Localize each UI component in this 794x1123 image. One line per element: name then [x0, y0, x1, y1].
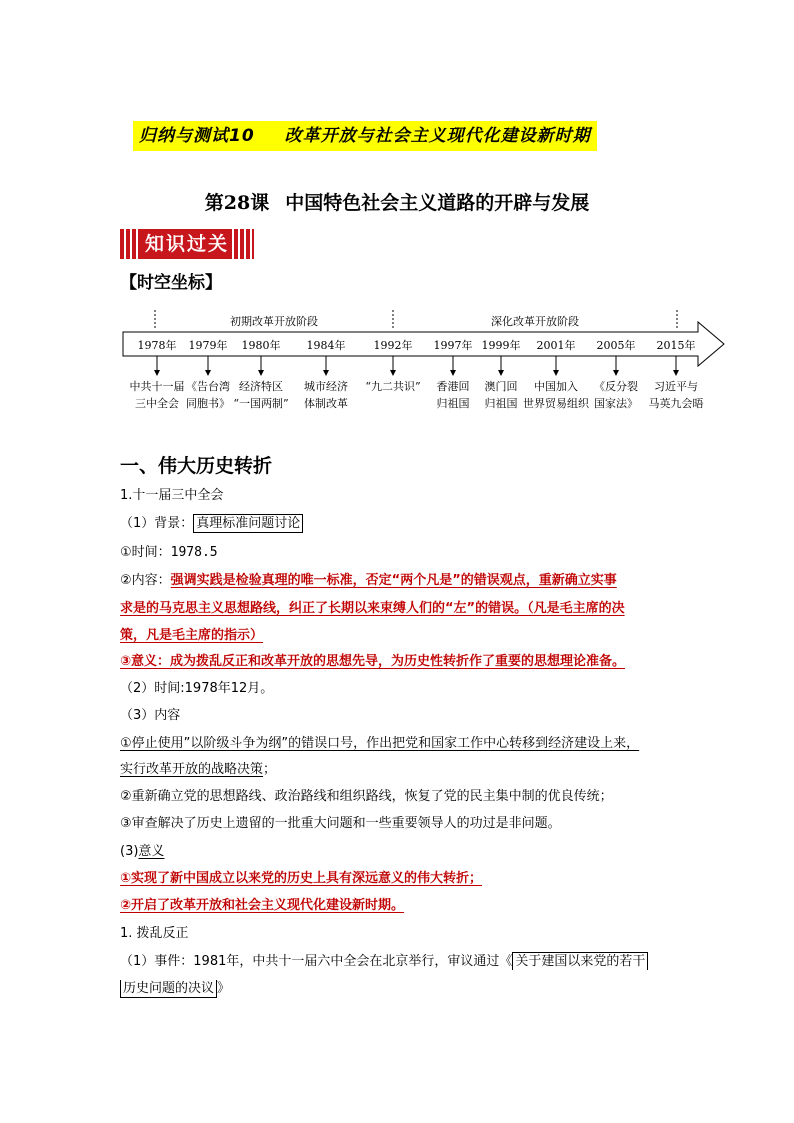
timeline-year: 1980年 — [241, 339, 281, 352]
timeline-tick-arrow — [323, 370, 329, 376]
event-text: （1）事件：1981年，中共十一届六中全会在北京举行，审议通过《 — [120, 954, 513, 969]
timeline — [120, 298, 730, 418]
knowledge-banner — [120, 229, 254, 259]
content-line-2: 求是的马克思主义思想路线，纠正了长期以来束缚人们的“左”的错误。（凡是毛主席的决 — [120, 601, 625, 616]
content3-item1a: ①停止使用”以阶级斗争为纲”的错误口号，作出把党和国家工作中心转移到经济建设上来， — [120, 736, 640, 751]
event-line-2 — [120, 979, 230, 999]
meaning-label: ③意义： — [120, 654, 171, 669]
timeline-event: 归祖国 — [484, 397, 518, 410]
time2-line: （2）时间:1978年12月。 — [120, 681, 274, 696]
timeline-tick-arrow — [258, 370, 264, 376]
timeline-year: 1999年 — [481, 339, 521, 352]
timeline-tick-arrow — [390, 370, 396, 376]
background-line — [120, 514, 303, 534]
timeline-event: 澳门回 — [484, 380, 518, 393]
lesson-title — [0, 188, 794, 215]
background-value: 真理标准问题讨论 — [193, 514, 303, 533]
content3-item3: ③审查解决了历史上遗留的一批重大问题和一些重要领导人的功过是非问题。 — [120, 816, 561, 831]
timeline-year: 2015年 — [656, 339, 696, 352]
timeline-event: 三中全会 — [135, 397, 179, 410]
unit-label: 归纳与测试10 — [139, 126, 255, 146]
timeline-event: 城市经济 — [304, 380, 348, 393]
timeline-event: 国家法》 — [594, 397, 638, 410]
item2-heading: 1. 拨乱反正 — [120, 926, 189, 941]
background-label: （1）背景： — [120, 516, 194, 531]
timeline-ticks — [154, 356, 679, 376]
phase2-label: 深化改革开放阶段 — [491, 315, 579, 328]
item-heading: 1.十一届三中全会 — [120, 488, 224, 503]
content3-item2: ②重新确立党的思想路线、政治路线和组织路线，恢复了党的民主集中制的优良传统； — [120, 789, 613, 804]
timeline-event: 《告台湾 — [186, 380, 230, 393]
timeline-event: 归祖国 — [436, 397, 470, 410]
meaning-text: 成为拨乱反正和改革开放的思想先导，为历史性转折作了重要的思想理论准备。 — [170, 654, 626, 669]
timeline-tick-arrow — [498, 370, 504, 376]
significance-prefix: (3) — [120, 844, 139, 859]
event-doc-title-1: 关于建国以来党的若干 — [512, 952, 648, 970]
time-line — [120, 543, 218, 563]
timeline-event: 《反分裂 — [594, 380, 638, 393]
content-line-1 — [120, 571, 617, 591]
section-label: 【时空坐标】 — [120, 273, 222, 293]
timeline-event: 中共十一届 — [129, 380, 185, 393]
meaning-line — [120, 652, 625, 672]
timeline-event: “九二共识” — [365, 380, 421, 393]
significance-item1: ①实现了新中国成立以来党的历史上具有深远意义的伟大转折； — [120, 871, 483, 886]
timeline-event: 体制改革 — [304, 397, 348, 410]
unit-topic: 改革开放与社会主义现代化建设新时期 — [284, 126, 591, 146]
unit-title — [133, 121, 597, 151]
timeline-tick-arrow — [553, 370, 559, 376]
timeline-year: 1997年 — [433, 339, 473, 352]
significance-label: 意义 — [138, 844, 165, 859]
timeline-event: 马英九会晤 — [648, 397, 704, 410]
section-heading: 一、伟大历史转折 — [120, 455, 273, 477]
content-text-1: 强调实践是检验真理的唯一标准，否定“两个凡是”的错误观点，重新确立实事 — [170, 573, 617, 588]
timeline-tick-arrow — [154, 370, 160, 376]
timeline-event: “一国两制” — [233, 397, 289, 410]
significance-item2: ②开启了改革开放和社会主义现代化建设新时期。 — [120, 898, 405, 913]
timeline-event: 香港回 — [436, 380, 470, 393]
timeline-year: 1984年 — [306, 339, 346, 352]
content-line-3: 策，凡是毛主席的指示） — [120, 628, 264, 643]
content3-item1b-tail: ； — [263, 762, 277, 777]
timeline-event: 习近平与 — [654, 380, 698, 393]
timeline-tick-arrow — [613, 370, 619, 376]
time-value: 1978.5 — [170, 545, 218, 560]
significance-heading — [120, 842, 164, 862]
event-doc-close: 》 — [217, 981, 231, 996]
content3-heading: （3）内容 — [120, 708, 181, 723]
phase1-label: 初期改革开放阶段 — [230, 315, 318, 328]
content3-item1b — [120, 760, 276, 780]
timeline-event: 经济特区 — [239, 380, 283, 393]
banner-label: 知识过关 — [142, 229, 232, 259]
event-line-1 — [120, 952, 648, 972]
timeline-event: 同胞书》 — [186, 397, 230, 410]
timeline-year: 1978年 — [137, 339, 177, 352]
timeline-events — [130, 379, 704, 410]
content3-item1b-text: 实行改革开放的战略决策 — [120, 762, 264, 777]
lesson-topic: 中国特色社会主义道路的开辟与发展 — [285, 192, 590, 214]
timeline-year: 2005年 — [596, 339, 636, 352]
content-label: ②内容： — [120, 573, 171, 588]
timeline-year: 1992年 — [373, 339, 413, 352]
event-doc-title-2: 历史问题的决议 — [120, 980, 217, 998]
timeline-event: 世界贸易组织 — [523, 397, 589, 410]
timeline-tick-arrow — [205, 370, 211, 376]
timeline-event: 中国加入 — [534, 380, 578, 393]
timeline-year: 2001年 — [536, 339, 576, 352]
time-label: ①时间： — [120, 545, 171, 560]
timeline-tick-arrow — [450, 370, 456, 376]
timeline-tick-arrow — [673, 370, 679, 376]
timeline-year: 1979年 — [188, 339, 228, 352]
lesson-label: 第28课 — [204, 192, 270, 214]
